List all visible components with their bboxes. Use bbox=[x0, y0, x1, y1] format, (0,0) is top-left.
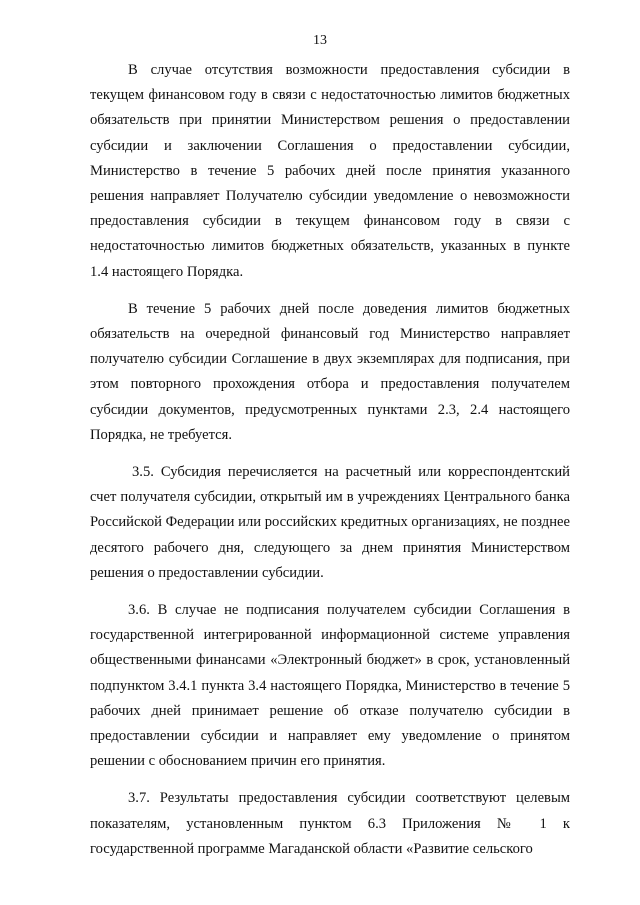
document-body bbox=[90, 58, 570, 862]
paragraph-3-6-refusal: 3.6. В случае не подписания получателем субсидии Соглашения в государственной интегрированной информационной системе управления общественными финансами «Электронный бюджет» в срок, установленный подпунктом 3.4.1 пункта 3.4 настоящего Порядка, Министерство в течение 5 рабочих дней принимает решение об отказе получателю субсидии в предоставлении субсидии и направляет ему уведомление о принятом решении с обоснованием причин его принятия. bbox=[90, 602, 570, 770]
paragraph-budget-limits-notice: В случае отсутствия возможности предоставления субсидии в текущем финансовом году в связи с недостаточностью лимитов бюджетных обязательств при принятии Министерством решения о предоставлении субсидии и заключении Соглашения о предоставлении субсидии, Министерство в течение 5 рабочих дней после принятия указанного решения направляет Получателю субсидии уведомление о невозможности предоставления субсидии в текущем финансовом году в связи с недостаточностью лимитов бюджетных обязательств, указанных в пункте 1.4 настоящего Порядка. bbox=[90, 62, 570, 280]
paragraph-agreement-next-year: В течение 5 рабочих дней после доведения лимитов бюджетных обязательств на очередной финансовый год Министерство направляет получателю субсидии Соглашение в двух экземплярах для подписания, при этом повторного прохождения отбора и предоставления получателем субсидии документов, предусмотренных пунктами 2.3, 2.4 настоящего Порядка, не требуется. bbox=[90, 300, 570, 443]
paragraph-3-7-results: 3.7. Результаты предоставления субсидии соответствуют целевым показателям, установленным пунктом 6.3 Приложения № 1 к государственной программе Магаданской области «Развитие сельского bbox=[90, 790, 570, 857]
paragraph-3-5-transfer: 3.5. Субсидия перечисляется на расчетный или корреспондентский счет получателя субсидии, открытый им в учреждениях Центрального банка Российской Федерации или российских кредитных организациях, не позднее десятого рабочего дня, следующего за днем принятия Министерством решения о предоставлении субсидии. bbox=[90, 464, 570, 581]
page-number: 13 bbox=[313, 33, 327, 48]
